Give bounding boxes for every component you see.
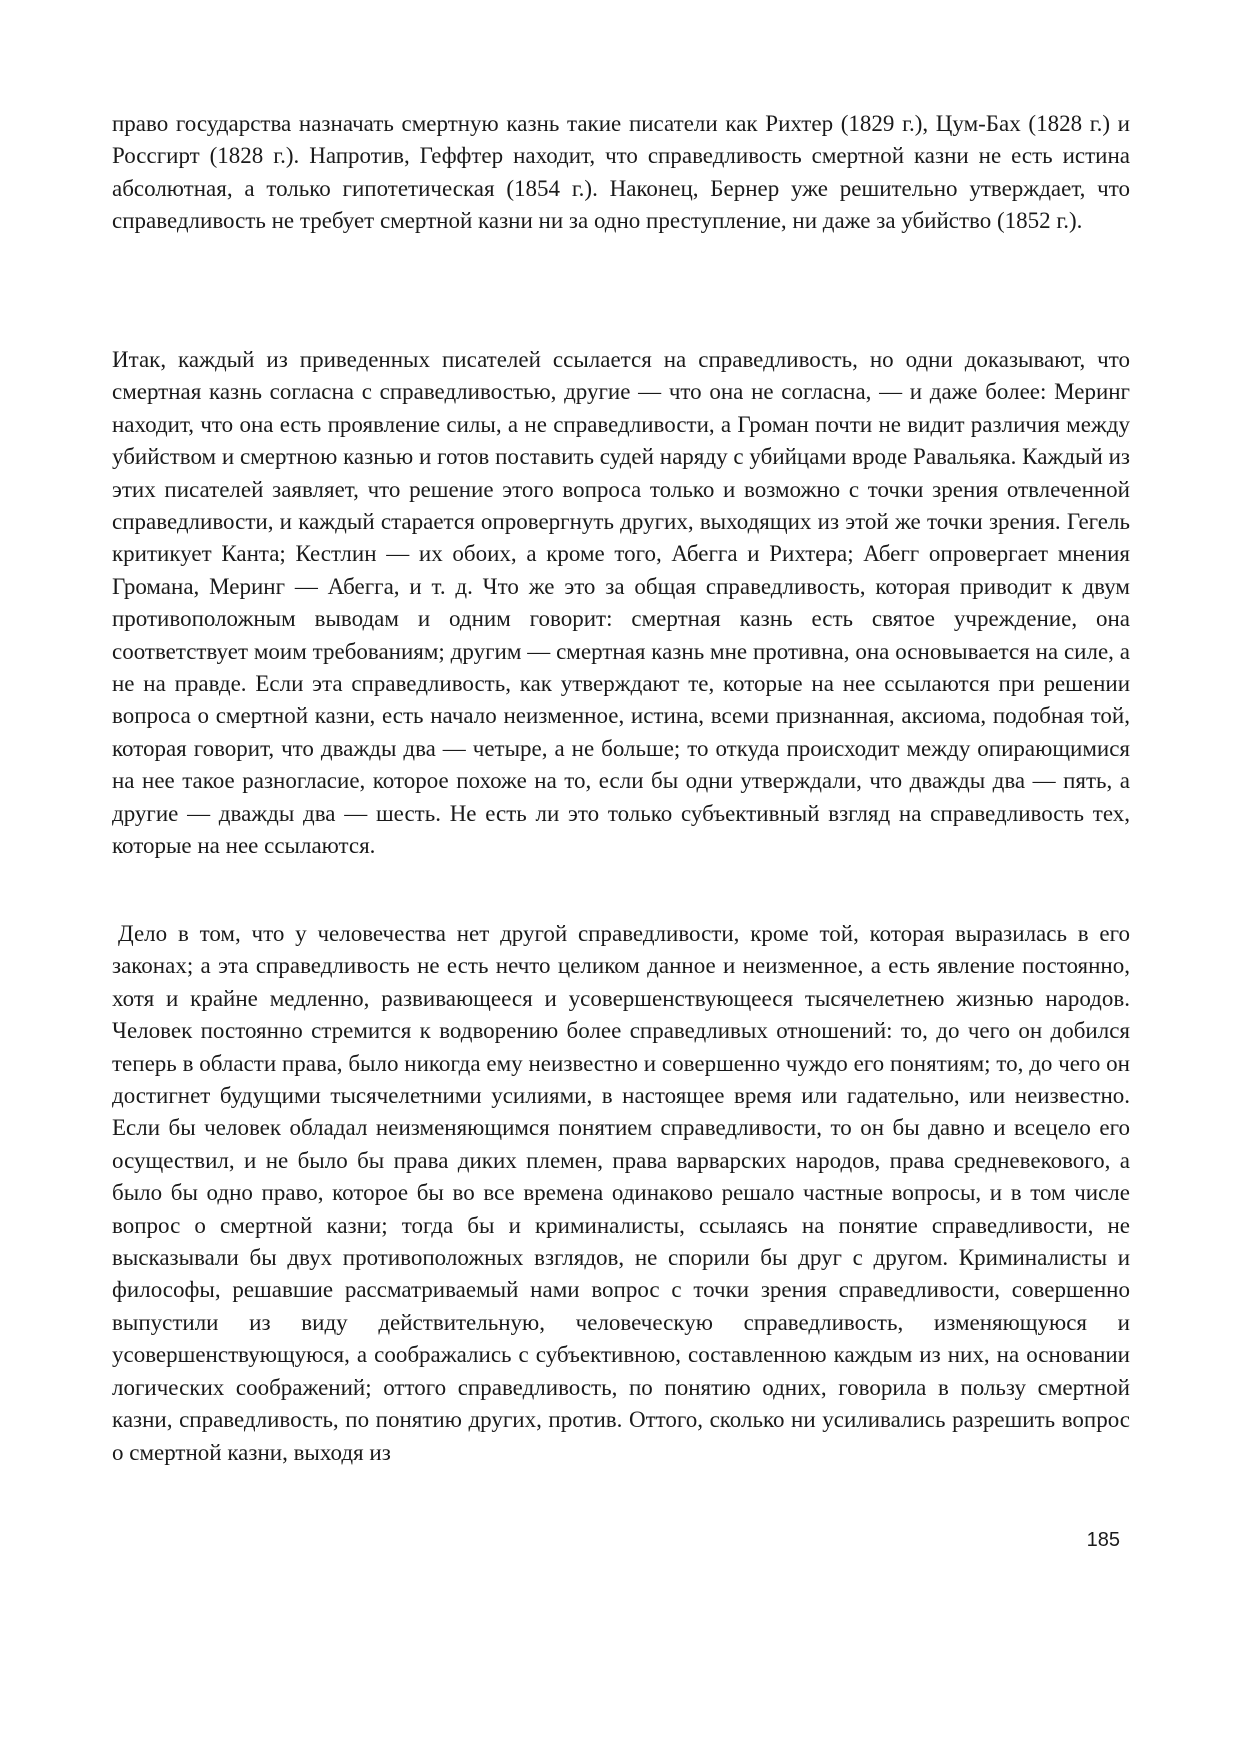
- paragraph-3: Дело в том, что у человечества нет другой справедливости, кроме той, которая выразилась в его законах; а эта справедливость не есть нечто целиком данное и неизменное, а есть явление постоянно, хотя и крайне медленно, развивающееся и усовершенствующееся тысячелетнею жизнью народов. Человек постоянно стремится к водворению более справедливых отношений: то, до чего он добился теперь в области права, было никогда ему неизвестно и совершенно чуждо его понятиям; то, до чего он достигнет будущими тысячелетними усилиями, в настоящее время или гадательно, или неизвестно. Если бы человек обладал неизменяющимся понятием справедливости, то он бы давно и всецело его осуществил, и не было бы права диких племен, права варварских народов, права средневекового, а было бы одно право, которое бы во все времена одинаково решало частные вопросы, и в том числе вопрос о смертной казни; тогда бы и криминалисты, ссылаясь на понятие справедливости, не высказывали бы двух противоположных взглядов, не спорили бы друг с другом. Криминалисты и философы, решавшие рассматриваемый нами вопрос с точки зрения справедливости, совершенно выпустили из виду действительную, человеческую справедливость, изменяющуюся и усовершенствующуюся, а соображались с субъективною, составленною каждым из них, на основании логических соображений; оттого справедливость, по понятию одних, говорила в пользу смертной казни, справедливость, по понятию других, против. Оттого, сколько ни усиливались разрешить вопрос о смертной казни, выходя из: [112, 921, 1130, 1465]
- paragraph-1: право государства назначать смертную казнь такие писатели как Рихтер (1829 г.), Цум-Бах (1828 г.) и Россгирт (1828 г.). Напротив, Геффтер находит, что справедливость смертной казни не есть истина абсолютная, а только гипотетическая (1854 г.). Наконец, Бернер уже решительно утверждает, что справедливость не требует смертной казни ни за одно преступление, ни даже за убийство (1852 г.).: [112, 111, 1130, 234]
- page-number: 185: [1086, 1529, 1120, 1551]
- paragraph-2: Итак, каждый из приведенных писателей ссылается на справедливость, но одни доказывают, что смертная казнь согласна с справедливостью, другие — что она не согласна, — и даже более: Меринг находит, что она есть проявление силы, а не справедливости, а Громан почти не видит различия между убийством и смертною казнью и готов поставить судей наряду с убийцами вроде Равальяка. Каждый из этих писателей заявляет, что решение этого вопроса только и возможно с точки зрения отвлеченной справедливости, и каждый старается опровергнуть других, выходящих из этой же точки зрения. Гегель критикует Канта; Кестлин — их обоих, а кроме того, Абегга и Рихтера; Абегг опровергает мнения Громана, Меринг — Абегга, и т. д. Что же это за общая справедливость, которая приводит к двум противоположным выводам и одним говорит: смертная казнь есть святое учреждение, она соответствует моим требованиям; другим — смертная казнь мне противна, она основывается на силе, а не на правде. Если эта справедливость, как утверждают те, которые на нее ссылаются при решении вопроса о смертной казни, есть начало неизменное, истина, всеми признанная, аксиома, подобная той, которая говорит, что дважды два — четыре, а не больше; то откуда происходит между опирающимися на нее такое разногласие, которое похоже на то, если бы одни утверждали, что дважды два — пять, а другие — дважды два — шесть. Не есть ли это только субъективный взгляд на справедливость тех, которые на нее ссылаются.: [112, 347, 1130, 859]
